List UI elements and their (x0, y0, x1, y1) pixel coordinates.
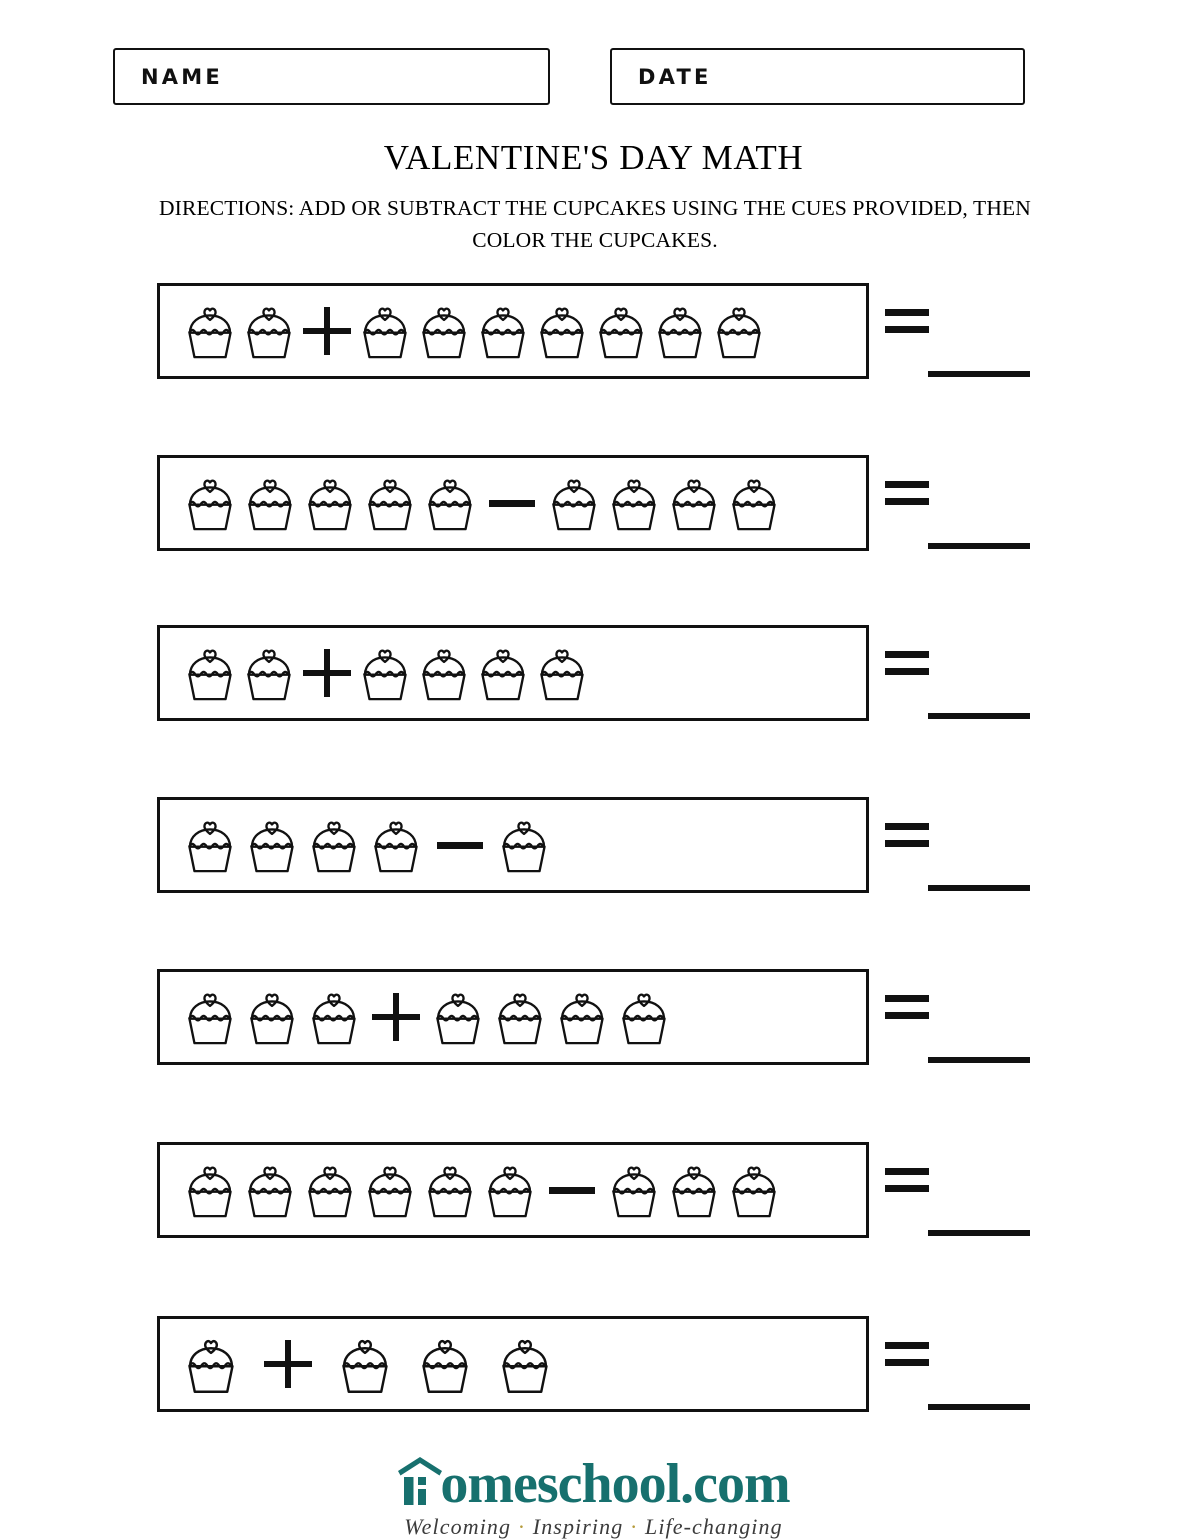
cupcake-icon (182, 815, 238, 875)
cupcake-icon (430, 987, 486, 1047)
cupcake-icon (554, 987, 610, 1047)
left-operand-group (182, 1333, 240, 1396)
left-operand-group (182, 987, 362, 1047)
cupcake-icon (302, 1160, 358, 1220)
cupcake-icon (362, 473, 418, 533)
cupcake-icon (357, 301, 413, 361)
left-operand-group (182, 1160, 538, 1220)
problem-row (0, 283, 1187, 401)
problem-expression-box (157, 625, 869, 721)
cupcake-icon (306, 987, 362, 1047)
tagline-word-1: Welcoming (404, 1514, 512, 1539)
equals-sign-icon (885, 1342, 929, 1368)
homeschool-logo (0, 1452, 1187, 1540)
equals-sign-icon (885, 823, 929, 849)
equals-sign-icon (885, 995, 929, 1021)
tagline-word-2: Inspiring (532, 1514, 624, 1539)
cupcake-icon (416, 643, 472, 703)
cupcake-icon (182, 1333, 240, 1396)
minus-operator-icon (548, 1166, 596, 1214)
problem-expression-box (157, 1316, 869, 1412)
logo-wordmark (397, 1452, 790, 1515)
right-operand-group (430, 987, 672, 1047)
cupcake-icon (244, 987, 300, 1047)
answer-blank[interactable] (928, 1057, 1030, 1063)
cupcake-icon (652, 301, 708, 361)
cupcake-icon (242, 1160, 298, 1220)
minus-operator-icon (436, 821, 484, 869)
cupcake-icon (182, 473, 238, 533)
cupcake-icon (666, 1160, 722, 1220)
cupcake-icon (241, 643, 297, 703)
problem-expression-box (157, 797, 869, 893)
cupcake-icon (306, 815, 362, 875)
problem-expression-box (157, 455, 869, 551)
cupcake-icon (416, 301, 472, 361)
left-operand-group (182, 301, 297, 361)
problem-expression-box (157, 1142, 869, 1238)
cupcake-icon (475, 301, 531, 361)
answer-blank[interactable] (928, 1404, 1030, 1410)
cupcake-icon (182, 301, 238, 361)
equals-sign-icon (885, 481, 929, 507)
name-field-box[interactable] (113, 48, 550, 105)
logo-tagline (0, 1514, 1187, 1540)
right-operand-group (336, 1333, 554, 1396)
date-field-box[interactable] (610, 48, 1025, 105)
tagline-separator-1: · (511, 1514, 533, 1539)
problem-expression-box (157, 283, 869, 379)
plus-operator-icon (264, 1340, 312, 1388)
cupcake-icon (546, 473, 602, 533)
cupcake-icon (496, 815, 552, 875)
left-operand-group (182, 643, 297, 703)
right-operand-group (357, 643, 590, 703)
answer-blank[interactable] (928, 885, 1030, 891)
cupcake-icon (241, 301, 297, 361)
cupcake-icon (244, 815, 300, 875)
cupcake-icon (666, 473, 722, 533)
equals-sign-icon (885, 651, 929, 677)
cupcake-icon (362, 1160, 418, 1220)
date-field-label: DATE (638, 64, 712, 89)
problem-row (0, 1142, 1187, 1260)
cupcake-icon (492, 987, 548, 1047)
minus-operator-icon (488, 479, 536, 527)
logo-brand-text: omeschool.com (440, 1453, 790, 1515)
cupcake-icon (357, 643, 413, 703)
house-logo-icon (397, 1456, 443, 1506)
answer-blank[interactable] (928, 543, 1030, 549)
cupcake-icon (182, 1160, 238, 1220)
cupcake-icon (593, 301, 649, 361)
cupcake-icon (534, 643, 590, 703)
problem-row (0, 969, 1187, 1087)
equals-sign-icon (885, 309, 929, 335)
cupcake-icon (711, 301, 767, 361)
cupcake-icon (482, 1160, 538, 1220)
cupcake-icon (422, 473, 478, 533)
page-title: VALENTINE'S DAY MATH (383, 138, 804, 177)
cupcake-icon (416, 1333, 474, 1396)
answer-blank[interactable] (928, 713, 1030, 719)
plus-operator-icon (372, 993, 420, 1041)
right-operand-group (606, 1160, 782, 1220)
cupcake-icon (475, 643, 531, 703)
cupcake-icon (422, 1160, 478, 1220)
plus-operator-icon (303, 649, 351, 697)
cupcake-icon (368, 815, 424, 875)
plus-operator-icon (303, 307, 351, 355)
left-operand-group (182, 473, 478, 533)
tagline-word-3: Life-changing (644, 1514, 783, 1539)
cupcake-icon (182, 643, 238, 703)
answer-blank[interactable] (928, 371, 1030, 377)
cupcake-icon (606, 1160, 662, 1220)
directions-text: DIRECTIONS: ADD OR SUBTRACT THE CUPCAKES USING THE CUES PROVIDED, THEN COLOR THE CUPCAKES. (159, 196, 1031, 253)
right-operand-group (546, 473, 782, 533)
cupcake-icon (336, 1333, 394, 1396)
problem-row (0, 455, 1187, 573)
cupcake-icon (302, 473, 358, 533)
cupcake-icon (182, 987, 238, 1047)
tagline-separator-2: · (623, 1514, 645, 1539)
cupcake-icon (242, 473, 298, 533)
cupcake-icon (606, 473, 662, 533)
cupcake-icon (726, 473, 782, 533)
equals-sign-icon (885, 1168, 929, 1194)
right-operand-group (357, 301, 767, 361)
answer-blank[interactable] (928, 1230, 1030, 1236)
problem-expression-box (157, 969, 869, 1065)
cupcake-icon (726, 1160, 782, 1220)
name-field-label: NAME (141, 64, 223, 89)
left-operand-group (182, 815, 424, 875)
problem-row (0, 625, 1187, 743)
cupcake-icon (496, 1333, 554, 1396)
problem-row (0, 797, 1187, 915)
right-operand-group (496, 815, 552, 875)
problem-row (0, 1316, 1187, 1434)
cupcake-icon (534, 301, 590, 361)
cupcake-icon (616, 987, 672, 1047)
